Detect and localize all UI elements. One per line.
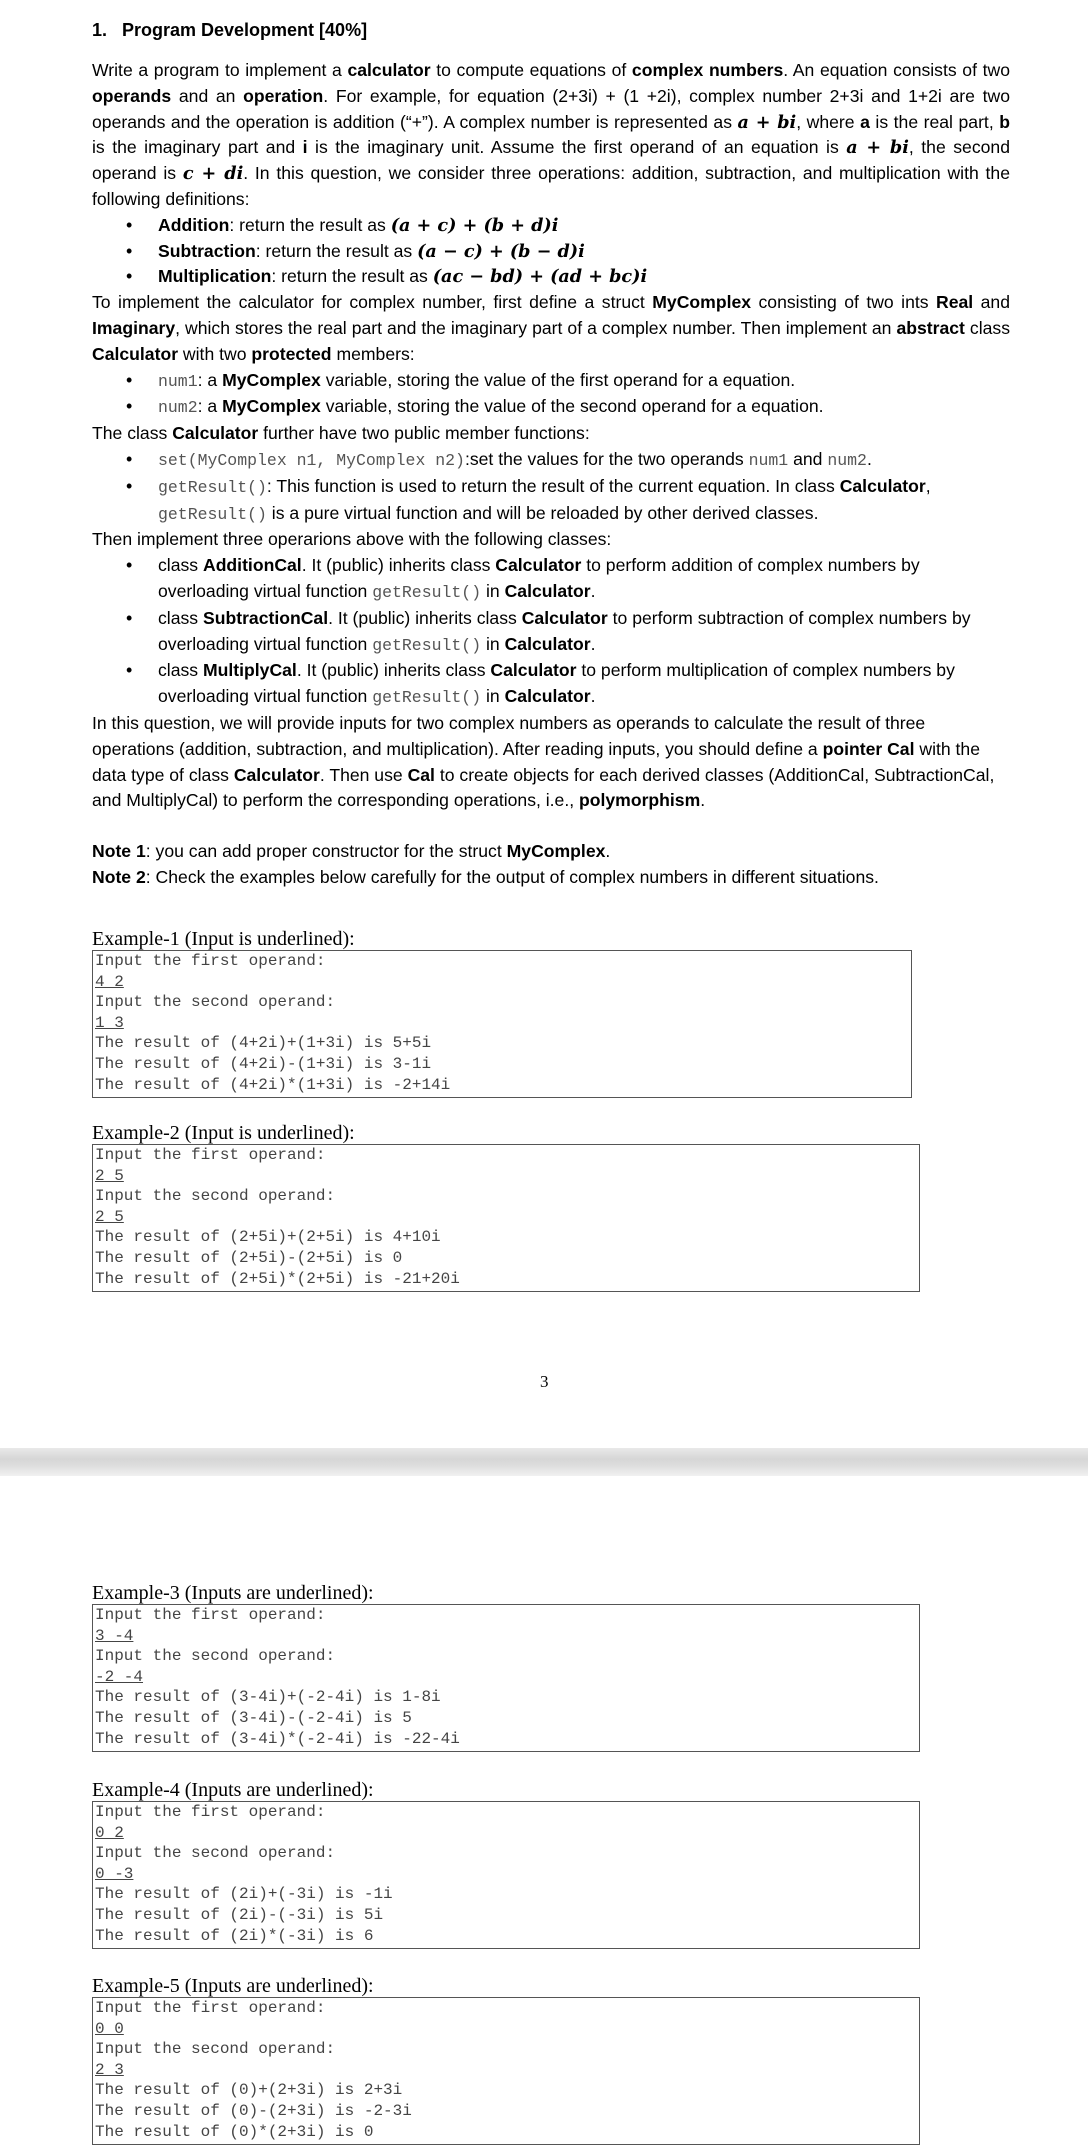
example-1-title: Example-1 (Input is underlined): [92,928,355,950]
page-break [0,1448,1088,1476]
members-list [92,368,1010,422]
section-title: Program Development [40%] [122,20,368,40]
final-paragraph: In this question, we will provide inputs for two complex numbers as operands to calculate the result of three operations (addition, subtraction, and multiplication). After reading inputs, you should define a pointer Cal with the data type of class Calculator. Then use Cal to create objects for each derived classes (AdditionCal, SubtractionCal, and MultiplyCal) to perform the corresponding operations, i.e., polymorphism. [92,712,995,811]
operations-list [92,213,1010,290]
intro-paragraph: Write a program to implement a calculator to compute equations of complex numbers. An equation consists of two operands and an operation. For example, for equation (2+3i) + (1 +2i), complex number 2+3i and 1+2i are two operands and the operation is addition (“+”). A complex number is represented as a + bi, where a is the real part, b is the imaginary part and i is the imaginary unit. Assume the first operand of an equation is a + bi, the second operand is c + di. In this question, we consider three operations: addition, subtraction, and multiplication with the following definitions: [92,60,1010,209]
note-2: Note 2: Check the examples below carefully for the output of complex numbers in different situations. [92,866,879,887]
example-5-box: Input the first operand: 0 0 Input the second operand: 2 3 The result of (0)+(2+3i) is 2+3i The result of (0)-(2+3i) is -2-3i The result of (0)*(2+3i) is 0 [92,1997,920,2145]
page-number: 3 [540,1372,549,1391]
classes-list [92,553,1010,711]
functions-list [92,447,1010,527]
list-item: • Subtraction: return the result as (a − c) + (b − d)i [92,239,1010,265]
list-item: • num2: a MyComplex variable, storing the value of the second operand for a equation. [92,394,1010,421]
list-item: • Multiplication: return the result as (ac − bd) + (ad + bc)i [92,264,1010,290]
example-3-title: Example-3 (Inputs are underlined): [92,1582,374,1604]
page-2 [0,1476,1088,2156]
list-item: • class MultiplyCal. It (public) inherits class Calculator to perform multiplication of complex numbers by overloading virtual function getResult() in Calculator. [92,658,1010,711]
list-item: • class SubtractionCal. It (public) inherits class Calculator to perform subtraction of complex numbers by overloading virtual function getResult() in Calculator. [92,606,1010,659]
section-number: 1. [92,20,108,40]
example-4-box: Input the first operand: 0 2 Input the second operand: 0 -3 The result of (2i)+(-3i) is -1i The result of (2i)-(-3i) is 5i The result of (2i)*(-3i) is 6 [92,1801,920,1949]
example-3-box: Input the first operand: 3 -4 Input the second operand: -2 -4 The result of (3-4i)+(-2-4i) is 1-8i The result of (3-4i)-(-2-4i) is 5 The result of (3-4i)*(-2-4i) is -22-4i [92,1604,920,1752]
list-item: • getResult(): This function is used to return the result of the current equation. In class Calculator, getResult() is a pure virtual function and will be reloaded by other derived classes. [92,474,1010,528]
list-item: • num1: a MyComplex variable, storing the value of the first operand for a equation. [92,368,1010,395]
example-5-title: Example-5 (Inputs are underlined): [92,1975,374,1997]
example-2-box: Input the first operand: 2 5 Input the second operand: 2 5 The result of (2+5i)+(2+5i) is 4+10i The result of (2+5i)-(2+5i) is 0 The result of (2+5i)*(2+5i) is -21+20i [92,1144,920,1292]
list-item: • class AdditionCal. It (public) inherits class Calculator to perform addition of complex numbers by overloading virtual function getResult() in Calculator. [92,553,1010,606]
note-1: Note 1: you can add proper constructor for the struct MyComplex. [92,841,611,862]
list-item: • Addition: return the result as (a + c) + (b + d)i [92,213,1010,239]
problem-body [92,58,1010,891]
example-2-title: Example-2 (Input is underlined): [92,1122,355,1144]
example-4-title: Example-4 (Inputs are underlined): [92,1779,374,1801]
section-heading [92,20,367,41]
struct-paragraph: To implement the calculator for complex number, first define a struct MyComplex consisting of two ints Real and Imaginary, which stores the real part and the imaginary part of a complex number. Then implement an abstract class Calculator with two protected members: [92,292,1011,364]
list-item: • set(MyComplex n1, MyComplex n2):set the values for the two operands num1 and num2. [92,447,1010,474]
then-paragraph: Then implement three operarions above with the following classes: [92,529,612,550]
example-1-box: Input the first operand: 4 2 Input the second operand: 1 3 The result of (4+2i)+(1+3i) is 5+5i The result of (4+2i)-(1+3i) is 3-1i The result of (4+2i)*(1+3i) is -2+14i [92,950,912,1098]
public-paragraph: The class Calculator further have two public member functions: [92,423,590,444]
